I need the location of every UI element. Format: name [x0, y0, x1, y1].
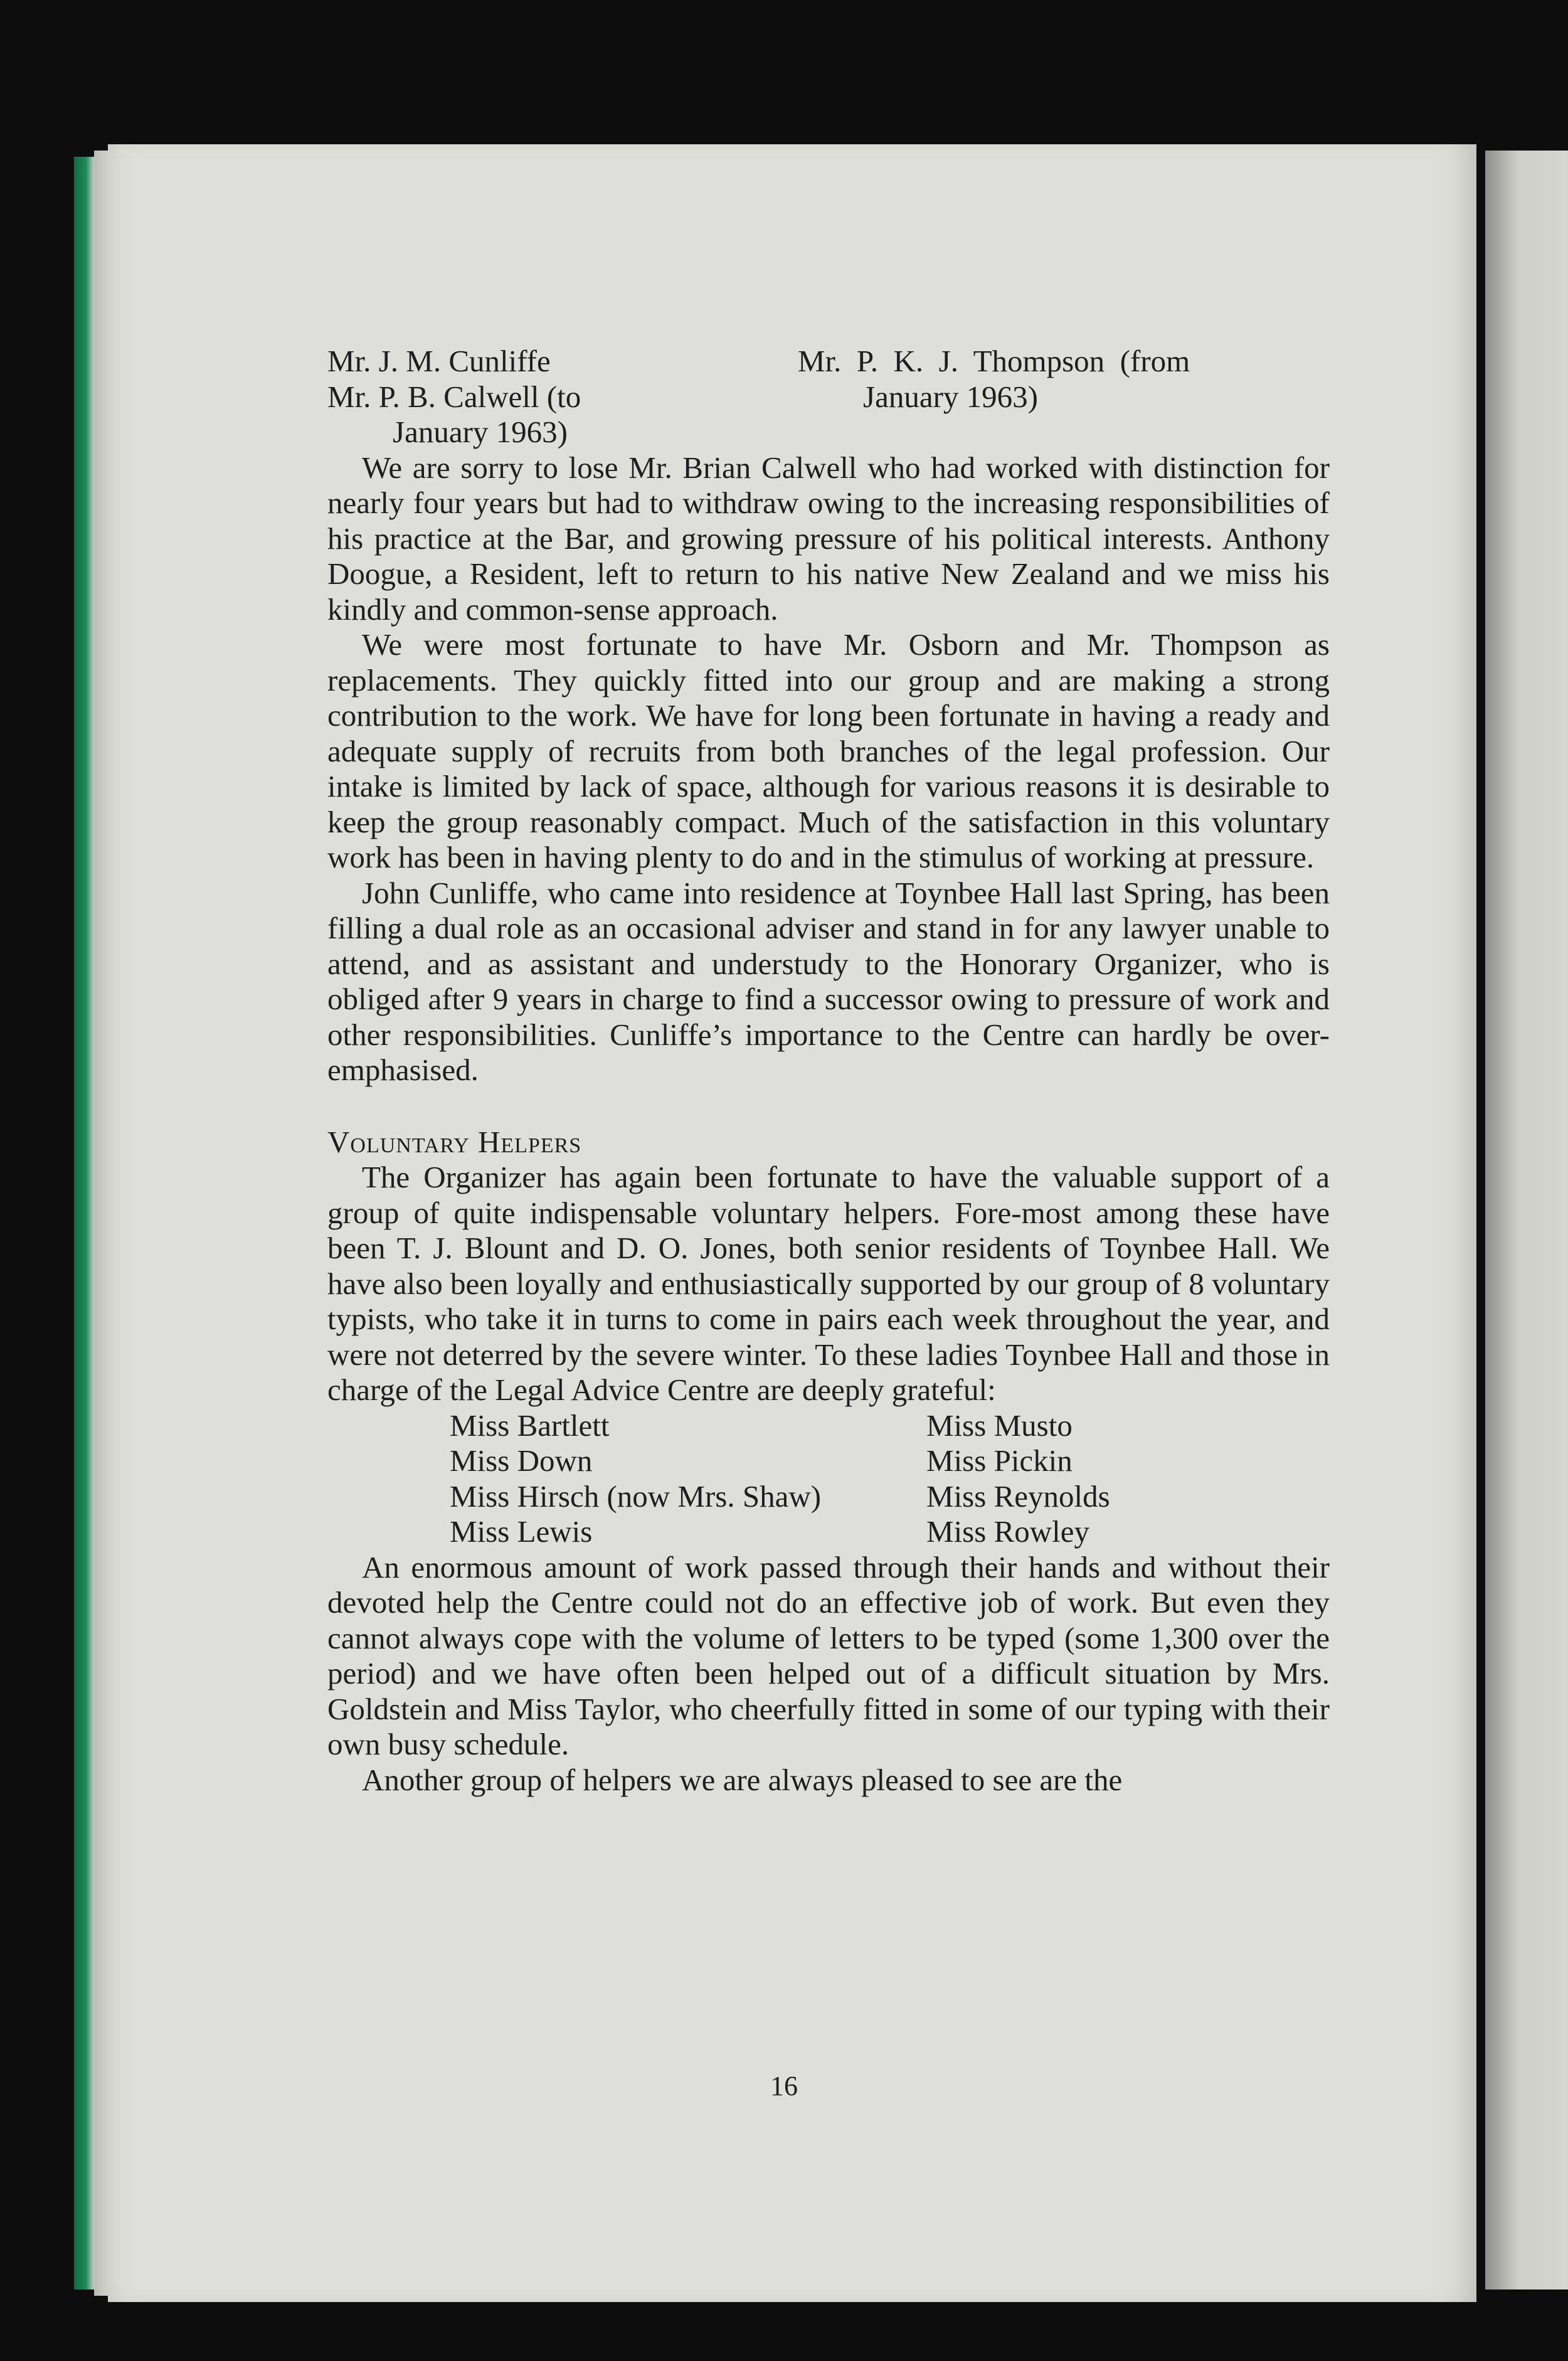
helper-name: Miss Down — [450, 1443, 593, 1478]
book-edge — [74, 157, 94, 2289]
page-number: 16 — [770, 2071, 798, 2101]
facing-page-edge — [1485, 151, 1568, 2289]
paragraph — [327, 1763, 1330, 1798]
names-left-column — [327, 344, 798, 450]
paragraph — [327, 1160, 1330, 1408]
name-line: January 1963) — [863, 379, 1038, 414]
paragraph-text: John Cunliffe, who came into residence at Toynbee Hall last Spring, has been filling a dual role as an occasional adviser and stand in for any lawyer unable to attend, and as assistant and understudy to the Honorary Organizer, who is obliged after 9 years in charge to find a successor owing to pressure of work and other responsibilities. Cunliffe’s importance to the Centre can hardly be over-emphasised. — [327, 875, 1330, 1087]
body-text — [327, 344, 1330, 1798]
helpers-list — [327, 1408, 1330, 1550]
paragraph — [327, 1550, 1330, 1763]
paragraph-text: An enormous amount of work passed through their hands and without their devoted help the Centre could not do an effective job of work. But even they cannot always cope with the volume of letters to be typed (some 1,300 over the period) and we have often been helped out of a difficult situation by Mrs. Goldstein and Miss Taylor, who cheerfully fitted in some of our typing with their own busy schedule. — [327, 1549, 1330, 1761]
helper-name: Miss Bartlett — [450, 1408, 610, 1443]
helper-name: Miss Musto — [926, 1408, 1073, 1443]
paragraph-text: We were most fortunate to have Mr. Osborn and Mr. Thompson as replacements. They quickly fitted into our group and are making a strong contribution to the work. We have for long been fortunate in having a ready and adequate supply of recruits from both branches of the legal profession. Our intake is limited by lack of space, although for various reasons it is desirable to keep the group reasonably compact. Much of the satisfaction in this voluntary work has been in having plenty to do and in the stimulus of working at pressure. — [327, 627, 1330, 874]
paragraph — [327, 876, 1330, 1088]
helper-name: Miss Lewis — [450, 1514, 593, 1549]
helper-name: Miss Hirsch (now Mrs. Shaw) — [450, 1478, 822, 1514]
name-line: Mr. J. M. Cunliffe — [327, 344, 551, 378]
helper-name: Miss Reynolds — [926, 1478, 1110, 1514]
helper-name: Miss Rowley — [926, 1514, 1090, 1549]
helper-name: Miss Pickin — [926, 1443, 1073, 1478]
paragraph-text: We are sorry to lose Mr. Brian Calwell who had worked with distinction for nearly four years but had to withdraw owing to the increasing responsibilities of his practice at the Bar, and growing pressure of his political interests. Anthony Doogue, a Resident, left to return to his native New Zealand and we miss his kindly and common-sense approach. — [327, 450, 1330, 627]
section-heading: Voluntary Helpers — [327, 1124, 582, 1159]
name-line: Mr. P. B. Calwell (to — [327, 379, 581, 414]
paragraph-text: The Organizer has again been fortunate to have the valuable support of a group of quite indispensable voluntary helpers. Fore-most among these have been T. J. Blount and D. O. Jones, both senior residents of Toynbee Hall. We have also been loyally and enthusiastically supported by our group of 8 voluntary typists, who take it in turns to come in pairs each week throughout the year, and were not deterred by the severe winter. To these ladies Toynbee Hall and those in charge of the Legal Advice Centre are deeply grateful: — [327, 1160, 1330, 1407]
paragraph — [327, 450, 1330, 628]
paragraph — [327, 627, 1330, 876]
name-line: Mr. P. K. J. Thompson (from — [798, 344, 1190, 378]
name-line: January 1963) — [393, 415, 568, 449]
names-right-column — [798, 344, 1330, 450]
names-block — [327, 344, 1330, 450]
paragraph-text: Another group of helpers we are always pleased to see are the — [362, 1762, 1123, 1797]
